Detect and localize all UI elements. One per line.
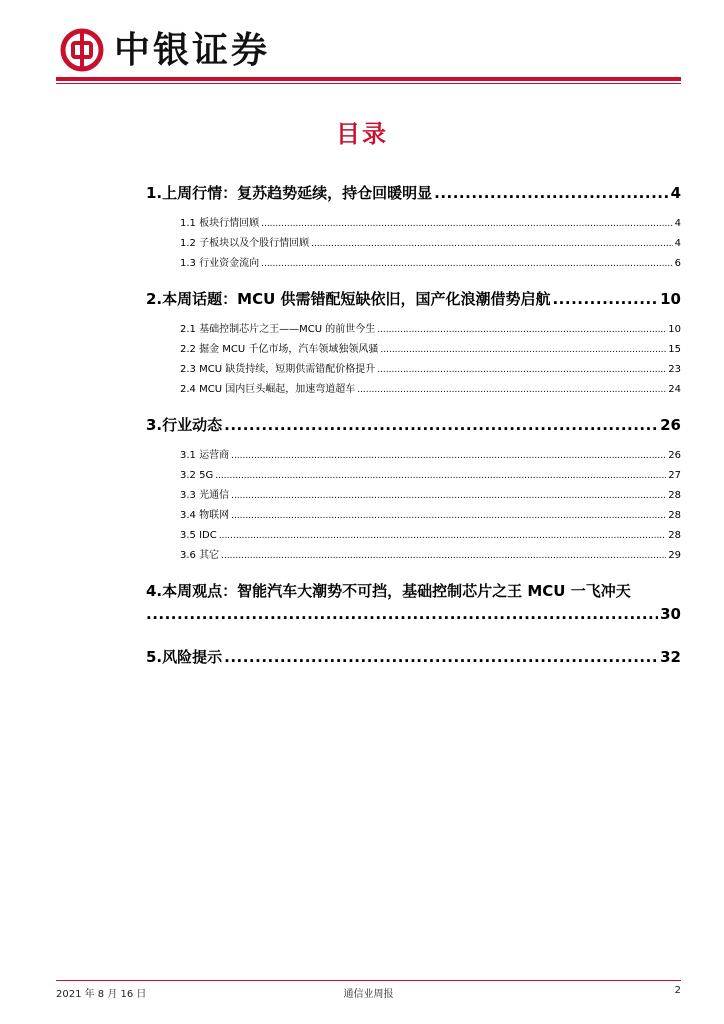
toc-section-2[interactable] xyxy=(146,288,681,310)
page-header xyxy=(0,0,724,90)
toc-item-1-1[interactable] xyxy=(180,214,681,234)
brand-name: 中银证券 xyxy=(114,29,271,71)
toc-item-label: 3.4 物联网 xyxy=(180,510,230,521)
dot-leader xyxy=(231,446,666,466)
toc-section-label: 4.本周观点：智能汽车大潮势不可挡，基础控制芯片之王 MCU 一飞冲天 xyxy=(146,582,631,600)
toc-title: 目录 xyxy=(336,120,388,148)
toc-page-number: 29 xyxy=(668,550,681,561)
dot-leader xyxy=(231,486,666,506)
toc-item-3-6[interactable] xyxy=(180,546,681,566)
dot-leader xyxy=(261,214,673,234)
dot-leader xyxy=(377,320,666,340)
toc-page-number: 24 xyxy=(668,384,681,395)
footer-rule xyxy=(56,980,681,981)
toc-section-5[interactable] xyxy=(146,646,681,668)
toc-item-2-1[interactable] xyxy=(180,320,681,340)
bank-of-china-logo-icon xyxy=(60,28,104,72)
toc-item-2-2[interactable] xyxy=(180,340,681,360)
dot-leader xyxy=(231,506,666,526)
toc-section-1[interactable] xyxy=(146,182,681,204)
toc-item-1-3[interactable] xyxy=(180,254,681,274)
toc-item-label: 3.2 5G xyxy=(180,470,214,481)
page-number: 2 xyxy=(674,985,681,996)
report-type: 通信业周报 xyxy=(343,989,394,1000)
toc-page-number: 23 xyxy=(668,364,681,375)
toc-item-label: 2.3 MCU 缺货持续，短期供需错配价格提升 xyxy=(180,364,376,375)
toc-section-4-continuation xyxy=(146,602,681,626)
dot-leader xyxy=(380,340,666,360)
toc-section-label: 1.上周行情：复苏趋势延续，持仓回暖明显 xyxy=(146,184,433,202)
dot-leader xyxy=(552,288,658,310)
toc-page-number: 27 xyxy=(668,470,681,481)
toc-page-number: 10 xyxy=(668,324,681,335)
toc-item-2-3[interactable] xyxy=(180,360,681,380)
toc-page-number: 32 xyxy=(660,648,681,666)
table-of-contents xyxy=(146,182,681,668)
toc-page-number: 26 xyxy=(660,416,681,434)
dot-leader xyxy=(434,182,668,204)
report-date: 2021 年 8 月 16 日 xyxy=(56,989,147,1000)
header-rule-thin xyxy=(56,83,681,84)
toc-page-number: 28 xyxy=(668,510,681,521)
toc-item-label: 2.4 MCU 国内巨头崛起，加速弯道超车 xyxy=(180,384,356,395)
toc-item-label: 1.1 板块行情回顾 xyxy=(180,218,260,229)
toc-section-label: 2.本周话题：MCU 供需错配短缺依旧，国产化浪潮借势启航 xyxy=(146,290,551,308)
toc-item-1-2[interactable] xyxy=(180,234,681,254)
toc-section-4[interactable] xyxy=(146,580,681,626)
dot-leader xyxy=(261,254,673,274)
dot-leader xyxy=(311,234,673,254)
toc-page-number: 10 xyxy=(660,290,681,308)
toc-item-3-1[interactable] xyxy=(180,446,681,466)
toc-page-number: 4 xyxy=(674,218,681,229)
dot-leader xyxy=(357,380,666,400)
toc-page-number: 28 xyxy=(668,490,681,501)
toc-page-number: 6 xyxy=(674,258,681,269)
toc-item-3-2[interactable] xyxy=(180,466,681,486)
dot-leader xyxy=(377,360,666,380)
toc-section-3[interactable] xyxy=(146,414,681,436)
dot-leader xyxy=(215,466,666,486)
toc-item-label: 1.2 子板块以及个股行情回顾 xyxy=(180,238,310,249)
toc-item-label: 3.6 其它 xyxy=(180,550,220,561)
toc-page-number: 4 xyxy=(670,184,681,202)
page-footer xyxy=(56,985,681,1001)
toc-page-number: 28 xyxy=(668,530,681,541)
toc-page-number: 26 xyxy=(668,450,681,461)
header-rule xyxy=(56,77,681,81)
toc-item-label: 2.2 掘金 MCU 千亿市场，汽车领域独领风骚 xyxy=(180,344,379,355)
toc-item-label: 2.1 基础控制芯片之王——MCU 的前世今生 xyxy=(180,324,376,335)
dot-leader xyxy=(224,414,658,436)
toc-item-3-4[interactable] xyxy=(180,506,681,526)
toc-item-label: 3.5 IDC xyxy=(180,530,217,541)
toc-item-3-3[interactable] xyxy=(180,486,681,506)
dot-leader xyxy=(224,646,658,668)
toc-item-label: 1.3 行业资金流向 xyxy=(180,258,260,269)
dot-leader xyxy=(219,526,667,546)
toc-page-number: 15 xyxy=(668,344,681,355)
dot-leader xyxy=(146,602,658,626)
toc-section-label: 5.风险提示 xyxy=(146,648,223,666)
toc-item-label: 3.1 运营商 xyxy=(180,450,230,461)
dot-leader xyxy=(221,546,666,566)
toc-page-number: 30 xyxy=(660,605,681,623)
toc-item-2-4[interactable] xyxy=(180,380,681,400)
toc-item-label: 3.3 光通信 xyxy=(180,490,230,501)
toc-item-3-5[interactable] xyxy=(180,526,681,546)
toc-page-number: 4 xyxy=(674,238,681,249)
toc-section-label: 3.行业动态 xyxy=(146,416,223,434)
